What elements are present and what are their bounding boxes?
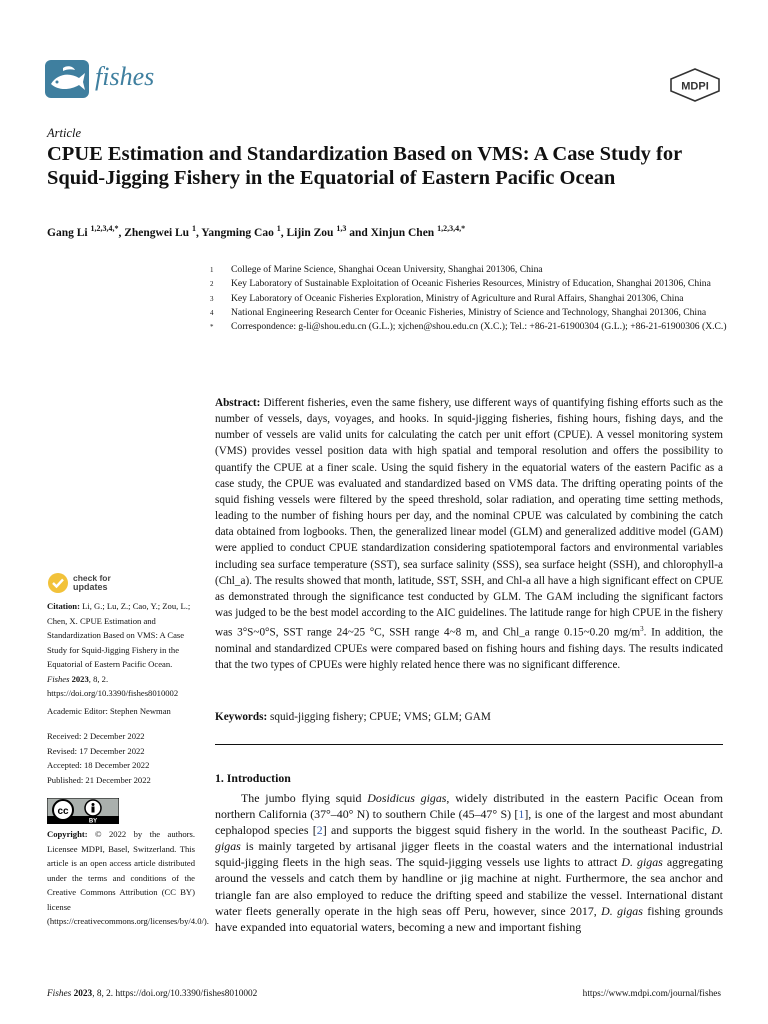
author-name[interactable]: Lijin Zou [286,226,334,239]
author-list [47,224,727,239]
received-date: Received: 2 December 2022 [47,731,145,741]
keywords-text: squid-jigging fishery; CPUE; VMS; GLM; GAM [270,711,491,723]
check-updates-line1: check for [73,573,111,583]
affiliation-item [210,292,730,306]
affiliation-text: Key Laboratory of Oceanic Fisheries Exploration, Ministry of Agriculture and Rural Affairs, Shanghai 201306, China [231,292,684,304]
intro-text: aggregating around the vessels and catch them by handline or jig machine at night. Furthermore, the sea anchor and triangle fan are also employed to reduce the drifting speed and stabilize the vessel. International distant water fleets generally operate in the high seas off Peru, however, since 2017, [215,855,723,918]
affiliation-mark: * [210,323,214,332]
citation-block [47,599,195,701]
abstract-text-end: . In addition, the nominal and standardized CPUEs were compared based on fishing hours and fishing days. The results indicated that the two types of CPUEs were highly related hence there was no significant difference. [215,626,723,672]
journal-name: fishes [95,62,155,91]
cc-by-license-icon[interactable] [47,798,119,824]
affiliation-item [210,277,730,291]
affiliation-item [210,320,730,334]
citation-label: Citation: [47,601,80,611]
abstract [215,395,723,673]
introduction-heading: 1. Introduction [215,771,291,785]
affiliation-text: Key Laboratory of Sustainable Exploitation of Oceanic Fisheries Resources, Ministry of Education, Shanghai 201306, China [231,278,711,290]
author-name[interactable]: Xinjun Chen [370,226,435,239]
intro-text: is mainly targeted by artisanal jigger fleets in the coastal waters and the international industrial squid-jigging fleets in the high seas. The squid-jigging vessels use lights to attract [215,839,723,870]
affiliation-mark: 4 [210,308,214,317]
species-name: D. gigas [215,823,723,854]
copyright-notice [47,827,209,929]
author-affiliation-marks: 1 [191,224,196,233]
species-name: Dosidicus gigas [367,791,447,805]
copyright-label: Copyright: [47,829,88,839]
footer-year: 2023 [71,989,93,999]
svg-text:cc: cc [57,806,69,817]
check-for-updates-button[interactable] [47,570,167,596]
author-separator: , [195,226,202,239]
author-separator: , [118,226,125,239]
publisher-logo-text: MDPI [681,80,709,93]
abstract-text: Different fisheries, even the same fishery, use different ways of quantifying fishing efforts such as the number of vessels, days, voyages, and hooks. In squid-jigging fisheries, fishing hours, fishing days, and the number of vessels are valid units for calculating the catch per unit effort (CPUE). A vessel monitoring system (VMS) provides vessel position data with high spatial and temporal resolution and offers the possibility to quantify the CPUE at a finer scale. Using the squid fishery in the equatorial waters of the eastern Pacific as a case study, the CPUE was evaluated and standardized based on VMS data. The drifting operating points of the squid fishing vessels were filtered by the speed threshold, solar radiation, and operating time setting methods, leading to the number of fishing hours per day, and the nominal CPUE was calculated by combining the catch data obtained from logbooks. Then, the generalized linear model (GLM) and generalized additive model (GAM) were applied to conduct CPUE standardization considering spatiotemporal factors and environmental variables including sea surface temperature (SST), sea surface salinity (SSS), sea surface height (SSH), and chlorophyll-a (Chl_a). The results showed that month, latitude, SST, SSH, and Chl-a all have a high significant effect on CPUE as demonstrated through the significance test conducted by GLM. The GAM including the significant factors was judged to be the best model according to the AIC guidelines. The latitude range for high CPUE in the fishery was 3°S~0°S, SST range 24~25 °C, SSH range 4~8 m, and Chl_a range 0.15~0.20 mg/m [215,397,723,639]
accepted-date: Accepted: 18 December 2022 [47,760,150,770]
article-title: CPUE Estimation and Standardization Based on VMS: A Case Study for Squid-Jigging Fishery in the Equatorial of Eastern Pacific Ocean [47,143,682,189]
affiliation-text: National Engineering Research Center for Oceanic Fisheries, Ministry of Science and Technology, Shanghai 201306, China [231,306,707,318]
citation-journal: Fishes [47,673,70,684]
journal-logo-icon [45,60,89,98]
mdpi-logo-icon [669,68,721,102]
species-name: D. gigas [601,903,643,918]
journal-url-link[interactable]: https://www.mdpi.com/journal/fishes [582,989,721,999]
cc-by-label: BY [88,818,98,824]
section-divider [215,744,723,745]
publication-dates [47,729,151,787]
intro-text: fishing grounds have expanded into equatorial waters, becoming a new and important fishing [215,903,723,934]
affiliation-item [210,306,730,320]
citation-year: 2023 [69,673,89,684]
reference-link-2[interactable]: 2 [316,823,323,838]
author-affiliation-marks: 1 [276,224,281,233]
footer-citation [47,989,257,999]
author-separator: and [346,226,371,239]
abstract-superscript: 3 [640,625,644,634]
author-separator: , [280,226,287,239]
citation-doi: , 8, 2. https://doi.org/10.3390/fishes8010002 [47,673,179,698]
author-affiliation-marks: 1,2,3,4,* [437,224,466,233]
intro-text: ], is one of the largest and most abundant cephalopod species [ [215,807,723,838]
species-name: D. gigas [621,855,663,870]
check-updates-icon [47,572,69,594]
check-updates-line2: updates [73,582,108,592]
affiliation-text: College of Marine Science, Shanghai Ocean University, Shanghai 201306, China [231,264,543,275]
keywords [215,711,723,723]
affiliation-mark: 1 [210,266,214,274]
abstract-label: Abstract: [215,397,261,409]
footer-journal: Fishes [47,989,72,999]
revised-date: Revised: 17 December 2022 [47,745,145,756]
introduction-paragraph [215,790,723,935]
author-name[interactable]: Gang Li [47,226,88,239]
author-affiliation-marks: 1,2,3,4,* [90,224,119,233]
copyright-text: © 2022 by the authors. Licensee MDPI, Basel, Switzerland. This article is an open access article distributed under the terms and conditions of the Creative Commons Attribution (CC BY) license (https://creativecommons.org/licenses/by/4.0/). [47,829,209,926]
keywords-label: Keywords: [215,711,268,723]
affiliations [210,263,730,334]
footer-doi: , 8, 2. https://doi.org/10.3390/fishes8010002 [92,989,258,999]
intro-text: , widely distributed in the eastern Pacific Ocean from northern California (37°–40° N) to southern Chile (45–47° S) [ [215,791,723,822]
article-type: Article [47,126,82,140]
affiliation-text: Correspondence: g-li@shou.edu.cn (G.L.); xjchen@shou.edu.cn (X.C.); Tel.: +86-21-61900304 (G.L.); +86-21-61900306 (X.C.) [231,321,727,333]
citation-text: Li, G.; Lu, Z.; Cao, Y.; Zou, L.; Chen, X. CPUE Estimation and Standardization Based on VMS: A Case Study for Squid-Jigging Fishery in the Equatorial of Eastern Pacific Ocean. [47,601,191,669]
intro-text: The jumbo flying squid [241,791,368,805]
author-affiliation-marks: 1,3 [336,224,347,233]
author-name[interactable]: Yangming Cao [201,226,274,239]
affiliation-mark: 2 [210,280,214,289]
affiliation-item [210,263,730,277]
affiliation-mark: 3 [210,294,214,303]
author-name[interactable]: Zhengwei Lu [124,226,190,239]
intro-text: ] and supports the biggest squid fishery in the world. In the southeast Pacific, [322,823,712,838]
reference-link-1[interactable]: 1 [518,807,525,822]
published-date: Published: 21 December 2022 [47,774,151,785]
academic-editor: Academic Editor: Stephen Newman [47,706,171,716]
